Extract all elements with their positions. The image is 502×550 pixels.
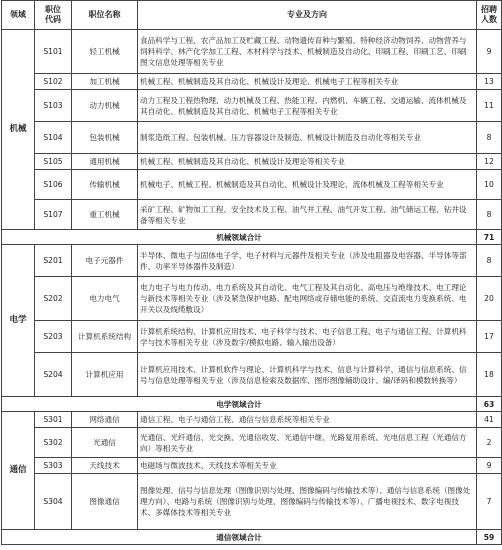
header-num: 招聘 人数 bbox=[477, 1, 502, 30]
position-code: S204 bbox=[35, 353, 72, 397]
position-name: 通用机械 bbox=[72, 154, 138, 170]
table-row bbox=[2, 154, 502, 170]
major-cell: 机械工程、机械制造及其自动化、机械设计及理论等相关专业 bbox=[138, 154, 477, 170]
subtotal-row bbox=[2, 530, 502, 545]
major-cell: 半导体、微电子与固体电子学、电子材料与元器件及相关专业（涉及电阻器及电容器、半导体等部件、功率半导体器件及制造） bbox=[138, 245, 477, 277]
position-name: 动力机械 bbox=[72, 90, 138, 122]
subtotal-label: 机械领域合计 bbox=[2, 230, 477, 245]
position-code: S102 bbox=[35, 74, 72, 90]
table-row bbox=[2, 74, 502, 90]
domain-cell: 机械 bbox=[2, 30, 35, 230]
table-row bbox=[2, 245, 502, 277]
position-code: S107 bbox=[35, 200, 72, 230]
position-code: S104 bbox=[35, 122, 72, 154]
position-name: 电子元器件 bbox=[72, 245, 138, 277]
table-row bbox=[2, 90, 502, 122]
major-cell: 机械电子、机械工程、机械制造及其自动化、机械设计及理论、流体机械及工程等相关专业 bbox=[138, 170, 477, 200]
position-code: S201 bbox=[35, 245, 72, 277]
major-cell: 计算机应用技术、计算机软件与理论、计算机科学与技术、信息与计算科学、通信与信息系统、信号与信息处理等相关专业（涉及信息检索及数据库、图形图像辅助设计、编/译码和模数转换等） bbox=[138, 353, 477, 397]
position-name: 加工机械 bbox=[72, 74, 138, 90]
table-row bbox=[2, 474, 502, 530]
domain-cell: 电学 bbox=[2, 245, 35, 397]
subtotal-row bbox=[2, 230, 502, 245]
subtotal-count: 59 bbox=[477, 530, 502, 545]
position-name: 重工机械 bbox=[72, 200, 138, 230]
header-row bbox=[2, 1, 502, 30]
recruit-count: 8 bbox=[477, 245, 502, 277]
recruit-count: 12 bbox=[477, 154, 502, 170]
table-row bbox=[2, 30, 502, 74]
position-code: S105 bbox=[35, 154, 72, 170]
table-row bbox=[2, 277, 502, 321]
major-cell: 计算机系统结构、计算机应用技术、电子科学与技术、电子信息工程、电子与通信工程、计算机科学与技术等相关专业（涉及数字/模拟电路、输入输出设备） bbox=[138, 321, 477, 353]
recruit-count: 11 bbox=[477, 90, 502, 122]
recruit-count: 9 bbox=[477, 458, 502, 474]
subtotal-label: 通信领域合计 bbox=[2, 530, 477, 545]
position-code: S301 bbox=[35, 412, 72, 428]
position-name: 电力电气 bbox=[72, 277, 138, 321]
table-row bbox=[2, 321, 502, 353]
major-cell: 图像处理、信号与信息处理（图像识别与处理、图像编码与传输技术等）、通信与信息系统（图像处理方向）、电路与系统（图像识别与处理、图像编码与传输技术等）、广播电视技术、数字电视技术、多媒体技术等相关专业 bbox=[138, 474, 477, 530]
major-cell: 采矿工程、矿物加工工程、安全技术及工程、油气井工程、油气开发工程、油气储运工程、钻井设备等相关专业 bbox=[138, 200, 477, 230]
domain-cell: 通信 bbox=[2, 412, 35, 530]
recruit-count: 8 bbox=[477, 122, 502, 154]
major-cell: 电力电子与电力传动、电力系统及其自动化、电气工程及其自动化、高电压与绝缘技术、电工理论与新技术等相关专业（涉及紧急保护电路、配电网络或存储电能的系统、交直流电力变换系统、电开关以及线缆敷设） bbox=[138, 277, 477, 321]
subtotal-count: 63 bbox=[477, 397, 502, 412]
table-row bbox=[2, 200, 502, 230]
major-cell: 动力工程及工程热物理、动力机械及工程、热能工程、内燃机、车辆工程、交通运输、流体机械及其自动化、机械制造及其自动化、机械电子工程等相关专业 bbox=[138, 90, 477, 122]
subtotal-count: 71 bbox=[477, 230, 502, 245]
header-name: 职位名称 bbox=[72, 1, 138, 30]
major-cell: 机械工程、机械制造及其自动化、机械设计及理论、机械电子工程等相关专业 bbox=[138, 74, 477, 90]
position-name: 计算机系统结构 bbox=[72, 321, 138, 353]
recruitment-table bbox=[1, 0, 502, 545]
position-code: S202 bbox=[35, 277, 72, 321]
recruit-count: 41 bbox=[477, 412, 502, 428]
recruit-count: 17 bbox=[477, 321, 502, 353]
recruit-count: 18 bbox=[477, 353, 502, 397]
recruit-count: 8 bbox=[477, 200, 502, 230]
position-name: 包装机械 bbox=[72, 122, 138, 154]
table-row bbox=[2, 353, 502, 397]
recruit-count: 2 bbox=[477, 428, 502, 458]
position-name: 网络通信 bbox=[72, 412, 138, 428]
major-cell: 通信工程、电子与通信工程、通信与信息系统等相关专业 bbox=[138, 412, 477, 428]
table-row bbox=[2, 428, 502, 458]
major-cell: 电磁场与微波技术、天线技术等相关专业 bbox=[138, 458, 477, 474]
major-cell: 制浆造纸工程、包装机械、压力容器设计及制造、机械设计制造及自动化等相关专业 bbox=[138, 122, 477, 154]
position-name: 图像通信 bbox=[72, 474, 138, 530]
subtotal-label: 电学领域合计 bbox=[2, 397, 477, 412]
table-row bbox=[2, 170, 502, 200]
subtotal-row bbox=[2, 397, 502, 412]
recruit-count: 7 bbox=[477, 474, 502, 530]
major-cell: 食品科学与工程、农产品加工及贮藏工程、动物遗传育种与繁殖、特种经济动物饲养、动物营养与饲料科学、林产化学加工工程、木材科学与技术、机械制造及自动化、印刷工程、印刷工艺、印刷图文信息处理等相关专业 bbox=[138, 30, 477, 74]
recruit-count: 13 bbox=[477, 74, 502, 90]
position-name: 传输机械 bbox=[72, 170, 138, 200]
major-cell: 光通信、光纤通信、光交换、光通信收发、光通信中继、光路复用系统、光电信息工程（光通信方向）等相关专业 bbox=[138, 428, 477, 458]
table-row bbox=[2, 412, 502, 428]
table-body bbox=[2, 30, 502, 545]
recruit-count: 10 bbox=[477, 170, 502, 200]
recruit-count: 20 bbox=[477, 277, 502, 321]
table-row bbox=[2, 122, 502, 154]
position-code: S203 bbox=[35, 321, 72, 353]
table-row bbox=[2, 458, 502, 474]
position-code: S302 bbox=[35, 428, 72, 458]
header-major: 专业及方向 bbox=[138, 1, 477, 30]
position-code: S106 bbox=[35, 170, 72, 200]
header-code: 职位 代码 bbox=[35, 1, 72, 30]
position-code: S103 bbox=[35, 90, 72, 122]
position-name: 计算机应用 bbox=[72, 353, 138, 397]
position-code: S303 bbox=[35, 458, 72, 474]
recruit-count: 9 bbox=[477, 30, 502, 74]
position-code: S101 bbox=[35, 30, 72, 74]
header-domain: 领域 bbox=[2, 1, 35, 30]
position-name: 天线技术 bbox=[72, 458, 138, 474]
position-name: 轻工机械 bbox=[72, 30, 138, 74]
position-code: S304 bbox=[35, 474, 72, 530]
position-name: 光通信 bbox=[72, 428, 138, 458]
